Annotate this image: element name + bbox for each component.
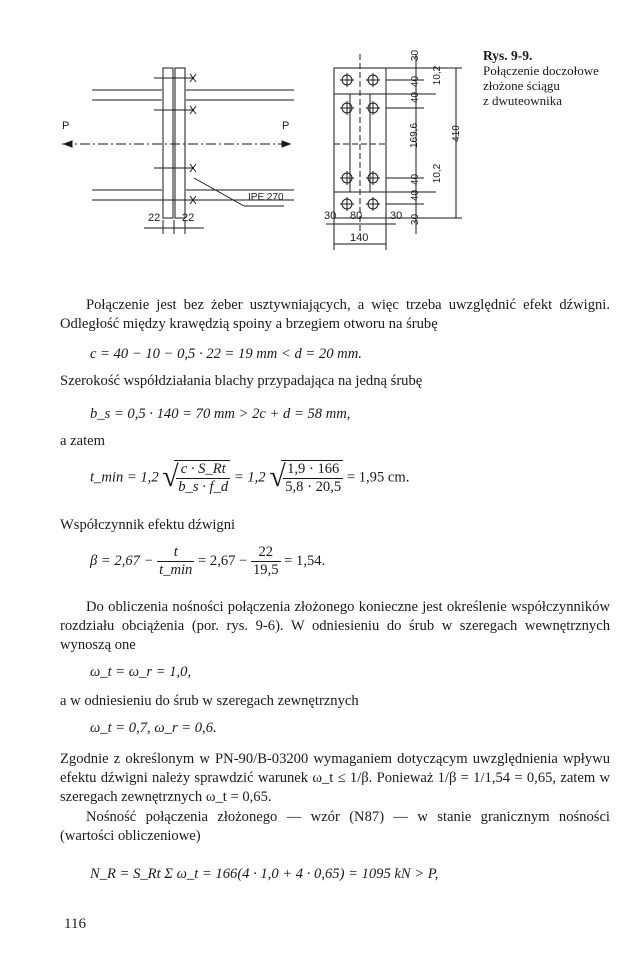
- caption-line: Połączenie doczołowe: [483, 63, 599, 78]
- figure-caption: [483, 48, 623, 108]
- dim-total-width: 140: [350, 232, 369, 244]
- eq4-lhs: β = 2,67 −: [90, 552, 154, 569]
- dim-right-22: 22: [182, 212, 195, 224]
- paragraph-1: Połączenie jest bez żeber usztywniających, a więc trzeba uwzględnić efekt dźwigni. Odległość między krawędzią spoiny a brzegiem otworu na śrubę: [60, 297, 610, 332]
- eq3-sqrt-1: √ $\frac{c \cdot S\_Rt}{b\_s \cdot f\_d}$: [162, 460, 229, 495]
- eq3-sqrt-2: √ $\frac{1,9 \cdot 166}{5,8 \cdot 20,5}$: [269, 460, 342, 495]
- eq3-frac2-num: 1,9 · 166: [287, 461, 340, 477]
- force-label-left: P: [62, 120, 70, 132]
- eq4-rhs: = 1,54.: [284, 552, 326, 569]
- dim-h-30-left: 30: [324, 210, 337, 222]
- section-label: IPE 270: [248, 192, 284, 203]
- dim-v-40-d: 40: [410, 189, 422, 202]
- dim-weld-bottom: 10,2: [432, 163, 444, 184]
- eq3-mid: = 1,2: [233, 469, 266, 486]
- dim-v-40-b: 40: [410, 91, 422, 104]
- dim-v-169-6: 169,6: [409, 122, 421, 149]
- force-label-right: P: [282, 120, 290, 132]
- paragraph-3: a zatem: [60, 433, 105, 449]
- equation-5: ω_t = ω_r = 1,0,: [90, 664, 192, 680]
- paragraph-6: a w odniesieniu do śrub w szeregach zewnętrznych: [60, 693, 359, 709]
- eq4-frac1-num: t: [173, 544, 178, 560]
- paragraph-5: Do obliczenia nośności połączenia złożonego konieczne jest określenie współczynników rozdziału obciążenia (por. rys. 9-6). W odniesieniu do śrub w szeregach wewnętrznych wynoszą one: [60, 599, 610, 653]
- eq4-mid: = 2,67 −: [198, 552, 248, 569]
- eq3-frac1-num: c · S_Rt: [180, 461, 226, 477]
- dim-v-30-top: 30: [410, 49, 422, 62]
- eq4-frac1-den: t_min: [159, 562, 193, 578]
- eq4-frac-2: [251, 544, 281, 579]
- equation-7: N_R = S_Rt Σ ω_t = 166(4 · 1,0 + 4 · 0,65) = 1095 kN > P,: [90, 866, 439, 882]
- equation-2: b_s = 0,5 · 140 = 70 mm > 2c + d = 58 mm,: [90, 406, 351, 422]
- paragraph-2: Szerokość współdziałania blachy przypadająca na jedną śrubę: [60, 373, 423, 389]
- eq3-frac-1: [176, 461, 230, 496]
- page-number: 116: [64, 916, 86, 932]
- eq3-frac1-den: b_s · f_d: [178, 479, 229, 495]
- dim-v-40-a: 40: [410, 75, 422, 88]
- eq3-lhs: t_min = 1,2: [90, 469, 159, 486]
- paragraph-7: Zgodnie z określonym w PN-90/B-03200 wymaganiem dotyczącym uwzględnienia wpływu efektu dźwigni należy sprawdzić warunek ω_t ≤ 1/β. Ponieważ 1/β = 1/1,54 = 0,65, zatem w szeregach zewnętrznych ω_t = 0,65.: [60, 751, 610, 805]
- dim-v-40-c: 40: [410, 173, 422, 186]
- eq4-frac2-num: 22: [258, 544, 274, 560]
- equation-1: c = 40 − 10 − 0,5 · 22 = 19 mm < d = 20 mm.: [90, 346, 362, 362]
- caption-title: Rys. 9-9.: [483, 48, 533, 63]
- eq3-frac2-den: 5,8 · 20,5: [285, 479, 342, 495]
- paragraph-4: Współczynnik efektu dźwigni: [60, 517, 236, 533]
- dim-left-22: 22: [148, 212, 161, 224]
- dim-h-30-right: 30: [390, 210, 403, 222]
- eq4-frac-1: [157, 544, 194, 579]
- caption-line: złożone ściągu: [483, 78, 560, 93]
- equation-3: [90, 460, 409, 496]
- equation-6: ω_t = 0,7, ω_r = 0,6.: [90, 720, 217, 736]
- dim-v-30-bottom: 30: [410, 213, 422, 226]
- dim-weld-top: 10,2: [432, 65, 444, 86]
- equation-4: [90, 544, 325, 579]
- eq4-frac2-den: 19,5: [252, 562, 279, 578]
- eq3-frac-2: [283, 461, 343, 496]
- dim-total-height: 410: [450, 125, 462, 142]
- paragraph-8: Nośność połączenia złożonego — wzór (N87) — w stanie granicznym nośności (wartości obliczeniowe): [60, 809, 610, 844]
- caption-line: z dwuteownika: [483, 93, 563, 108]
- dim-h-80: 80: [350, 210, 363, 222]
- eq3-rhs: = 1,95 cm.: [346, 469, 410, 486]
